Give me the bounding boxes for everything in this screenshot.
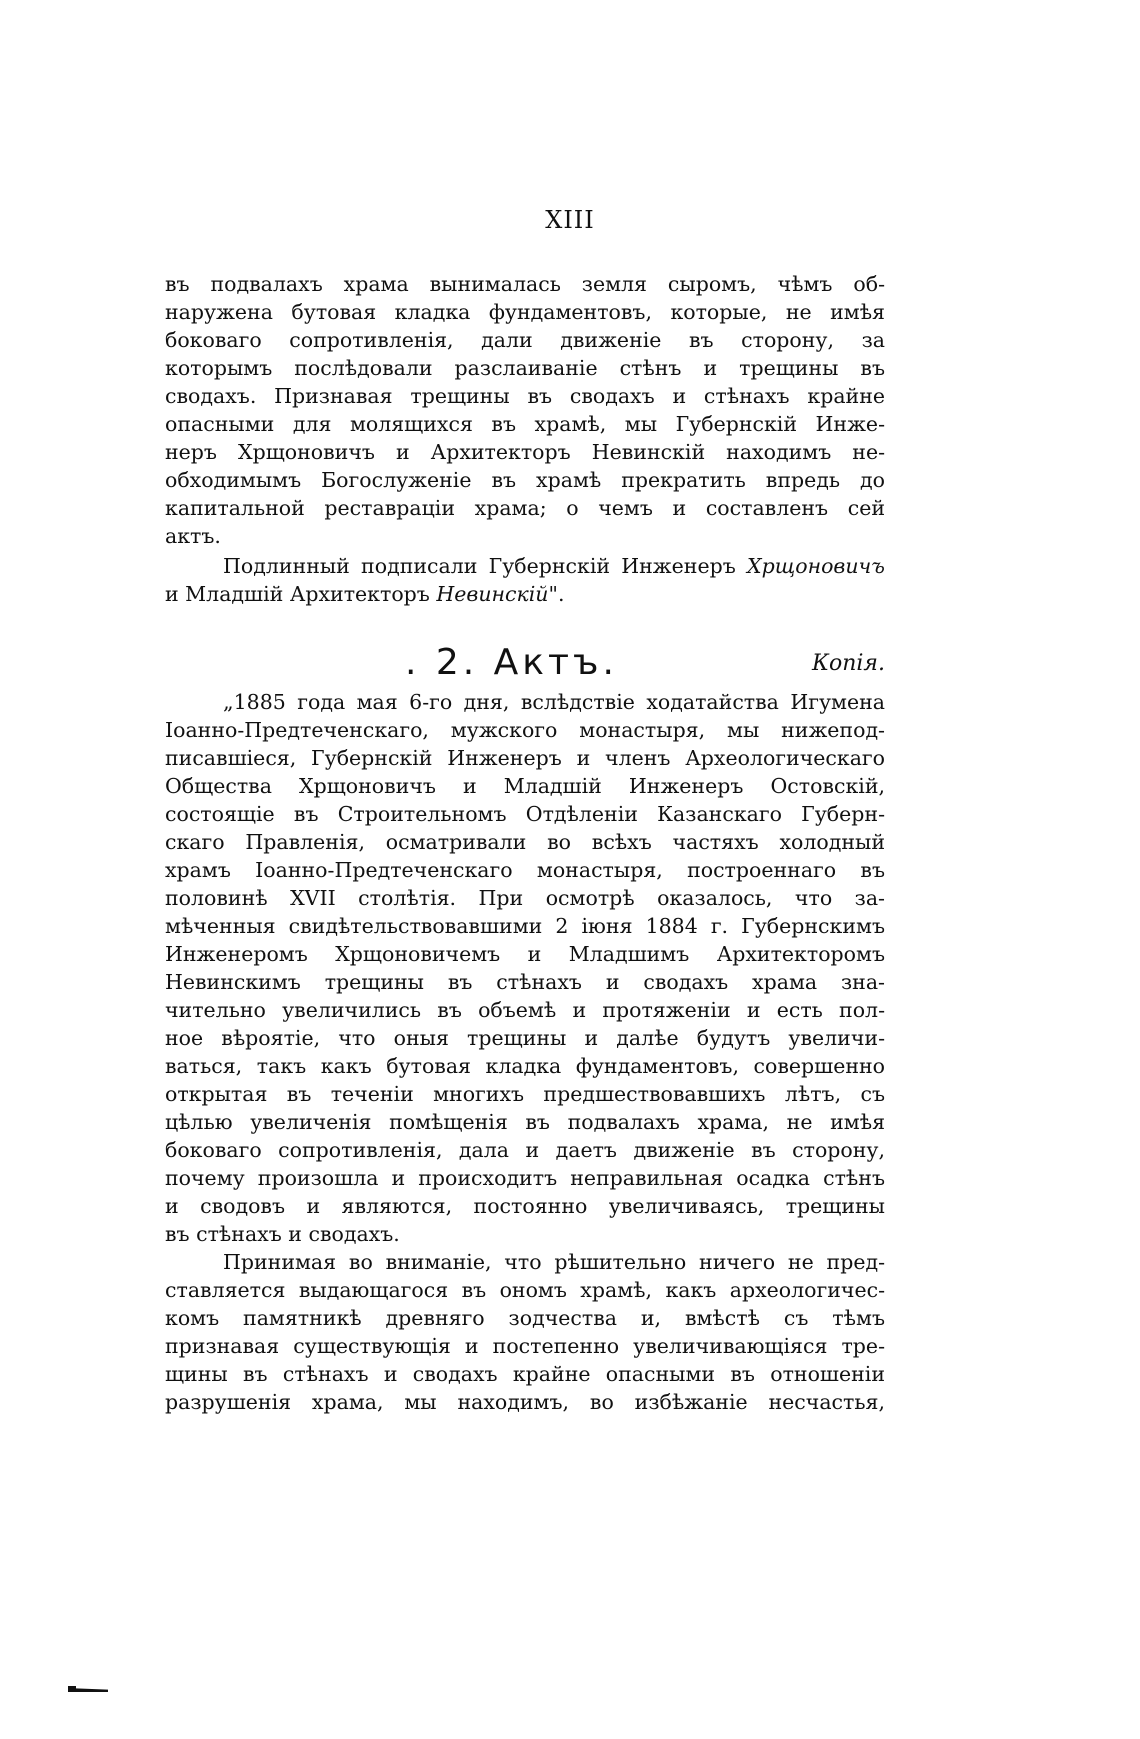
paragraph-1 <box>165 270 885 550</box>
text-line: Іоанно-Предтеченскаго, мужского монастыря, мы нижепод- <box>165 718 885 742</box>
text-line: щины въ стѣнахъ и сводахъ крайне опасными въ отношеніи <box>165 1362 885 1386</box>
text-line: Принимая во вниманіе, что рѣшительно ничего не пред- <box>223 1250 885 1274</box>
text-line: ное вѣроятіе, что оныя трещины и далѣе будутъ увеличи- <box>165 1026 885 1050</box>
text-line: состоящіе въ Строительномъ Отдѣленіи Казанскаго Губерн- <box>165 802 885 826</box>
signature-block <box>165 552 885 608</box>
text-line: ставляется выдающагося въ ономъ храмѣ, какъ археологичес- <box>165 1278 885 1302</box>
text-line: сводахъ. Признавая трещины въ сводахъ и стѣнахъ крайне <box>165 384 885 408</box>
signature-text-1: Подлинный подписали Губернскій Инженеръ <box>223 554 736 578</box>
text-line: признавая существующія и постепенно увеличивающіяся тре- <box>165 1334 885 1358</box>
text-line: въ стѣнахъ и сводахъ. <box>165 1222 400 1246</box>
text-line: половинѣ XVII столѣтія. При осмотрѣ оказалось, что за- <box>165 886 885 910</box>
text-line: боковаго сопротивленія, дала и даетъ движеніе въ сторону, <box>165 1138 885 1162</box>
margin-mark <box>68 1686 108 1692</box>
signature-end: ". <box>548 582 565 606</box>
text-line: писавшіеся, Губернскій Инженеръ и членъ Археологическаго <box>165 746 885 770</box>
text-line: мѣченныя свидѣтельствовавшими 2 іюня 1884 г. Губернскимъ <box>165 914 885 938</box>
text-line: боковаго сопротивленія, дали движеніе въ сторону, за <box>165 328 885 352</box>
text-line: комъ памятникѣ древняго зодчества и, вмѣстѣ съ тѣмъ <box>165 1306 885 1330</box>
paragraph-3 <box>165 1248 885 1416</box>
text-line: наружена бутовая кладка фундаментовъ, которые, не имѣя <box>165 300 885 324</box>
text-line: разрушенія храма, мы находимъ, во избѣжаніе несчастья, <box>165 1390 885 1414</box>
signature-line-2 <box>165 580 885 608</box>
text-line: Общества Хрщоновичъ и Младшій Инженеръ Остовскій, <box>165 774 885 798</box>
text-line: чительно увеличились въ объемѣ и протяженіи и есть пол- <box>165 998 885 1022</box>
page-number: XIII <box>545 206 595 234</box>
text-line: „1885 года мая 6-го дня, вслѣдствіе ходатайства Игумена <box>223 690 885 714</box>
text-line: въ подвалахъ храма вынималась земля сыромъ, чѣмъ об- <box>165 272 885 296</box>
signature-text-2: и Младшій Архитекторъ <box>165 582 430 606</box>
paragraph-2 <box>165 688 885 1248</box>
text-line: почему произошла и происходитъ неправильная осадка стѣнъ <box>165 1166 885 1190</box>
text-line: актъ. <box>165 524 221 548</box>
architect-name: Невинскій <box>436 582 549 606</box>
text-line: скаго Правленія, осматривали во всѣхъ частяхъ холодный <box>165 830 885 854</box>
text-line: которымъ послѣдовали разслаиваніе стѣнъ и трещины въ <box>165 356 885 380</box>
text-line: Невинскимъ трещины въ стѣнахъ и сводахъ храма зна- <box>165 970 885 994</box>
heading-title: . 2. Актъ. <box>405 642 618 683</box>
text-line: обходимымъ Богослуженіе въ храмѣ прекратить впредь до <box>165 468 885 492</box>
text-line: храмъ Іоанно-Предтеченскаго монастыря, построеннаго въ <box>165 858 885 882</box>
text-line: опасными для молящихся въ храмѣ, мы Губернскій Инже- <box>165 412 885 436</box>
engineer-name: Хрщоновичъ <box>747 554 885 578</box>
text-line: неръ Хрщоновичъ и Архитекторъ Невинскій находимъ не- <box>165 440 885 464</box>
section-heading <box>165 638 885 688</box>
text-line: цѣлью увеличенія помѣщенія въ подвалахъ храма, не имѣя <box>165 1110 885 1134</box>
text-line: ваться, такъ какъ бутовая кладка фундаментовъ, совершенно <box>165 1054 885 1078</box>
text-line: Инженеромъ Хрщоновичемъ и Младшимъ Архитекторомъ <box>165 942 885 966</box>
text-line: и сводовъ и являются, постоянно увеличиваясь, трещины <box>165 1194 885 1218</box>
copy-label: Копія. <box>811 651 885 676</box>
text-line: открытая въ теченіи многихъ предшествовавшихъ лѣтъ, съ <box>165 1082 885 1106</box>
text-line: капитальной реставраціи храма; о чемъ и составленъ сей <box>165 496 885 520</box>
signature-line-1 <box>165 552 885 580</box>
